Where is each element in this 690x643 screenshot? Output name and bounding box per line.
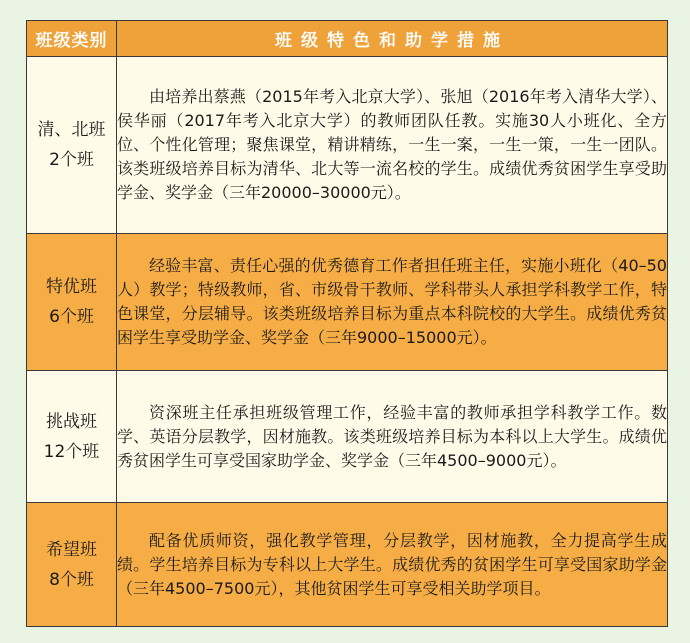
table-row	[27, 503, 668, 627]
header-class-features: 班级特色和助学措施	[117, 21, 668, 57]
class-name: 清、北班	[37, 120, 106, 140]
class-table	[26, 20, 668, 627]
class-name: 挑战班	[46, 411, 97, 432]
class-name: 特优班	[46, 277, 97, 297]
class-description: 资深班主任承担班级管理工作，经验丰富的教师承担学科教学工作。数学、英语分层教学，因材施教。该类班级培养目标为本科以上大学生。成绩优秀贫困学生可享受国家助学金、奖学金（三年4500–9000元）。	[117, 371, 668, 503]
class-category-cell	[27, 371, 117, 503]
table-row	[27, 57, 668, 234]
class-count: 8个班	[49, 569, 94, 590]
class-description: 由培养出蔡燕（2015年考入北京大学）、张旭（2016年考入清华大学）、侯华丽（2017年考入北京大学）的教师团队任教。实施30人小班化、全方位、个性化管理；聚焦课堂，精讲精练，一生一案，一生一策，一生一团队。该类班级培养目标为清华、北大等一流名校的学生。成绩优秀贫困学生享受助学金、奖学金（三年20000–30000元）。	[117, 57, 668, 234]
header-class-category: 班级类别	[27, 21, 117, 57]
class-count: 2个班	[49, 150, 94, 170]
class-count: 6个班	[49, 307, 94, 327]
class-name: 希望班	[46, 539, 97, 560]
class-category-cell	[27, 503, 117, 627]
class-category-cell	[27, 234, 117, 371]
table-row	[27, 234, 668, 371]
class-table-container	[26, 20, 667, 625]
class-count: 12个班	[43, 441, 100, 462]
class-category-cell	[27, 57, 117, 234]
table-row	[27, 371, 668, 503]
class-description: 经验丰富、责任心强的优秀德育工作者担任班主任，实施小班化（40–50人）教学；特级教师，省、市级骨干教师、学科带头人承担学科教学工作，特色课堂，分层辅导。该类班级培养目标为重点本科院校的大学生。成绩优秀贫困学生享受助学金、奖学金（三年9000–15000元）。	[117, 234, 668, 371]
class-description: 配备优质师资，强化教学管理，分层教学，因材施教，全力提高学生成绩。学生培养目标为专科以上大学生。成绩优秀的贫困学生可享受国家助学金（三年4500–7500元），其他贫困学生可享受相关助学项目。	[117, 503, 668, 627]
table-header	[27, 21, 668, 57]
